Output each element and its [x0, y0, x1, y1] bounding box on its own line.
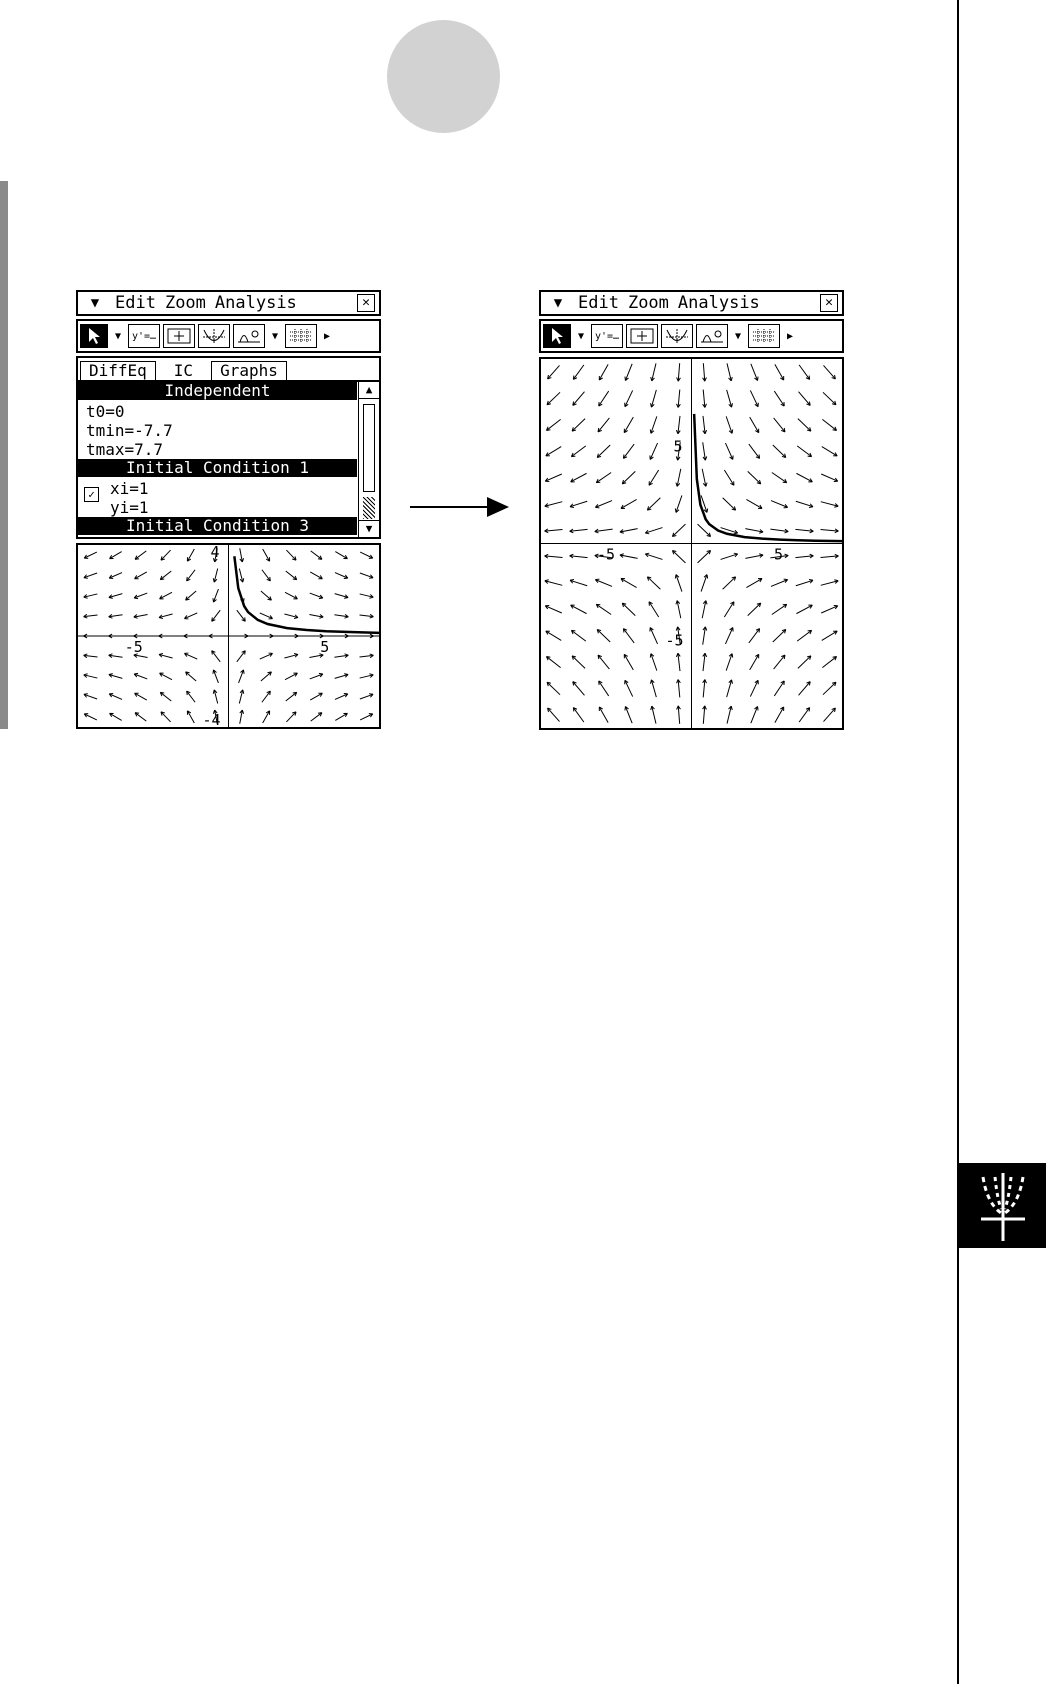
graph-canvas[interactable] — [541, 359, 842, 728]
slope-arrow — [723, 498, 736, 510]
slope-arrow — [572, 419, 585, 431]
yi-field[interactable] — [78, 498, 357, 517]
slope-arrow — [746, 579, 762, 588]
x-tick-pos: 5 — [320, 638, 330, 656]
tmin-field[interactable]: tmin=-7.7 — [86, 421, 173, 440]
slope-arrow — [573, 392, 585, 406]
slope-arrow — [647, 498, 660, 510]
slope-arrow — [546, 631, 561, 640]
slope-arrow — [799, 682, 811, 696]
x-tick-neg: -5 — [124, 638, 143, 656]
slope-arrow — [261, 672, 272, 681]
slope-arrow — [621, 579, 637, 588]
slope-arrow — [596, 604, 611, 614]
slope-arrow — [572, 656, 585, 668]
slope-arrow — [775, 364, 784, 380]
pointer-icon[interactable] — [543, 324, 571, 348]
xi-value[interactable]: xi=1 — [110, 479, 149, 498]
calculator-screen-left — [76, 290, 381, 729]
page-marker-circle — [387, 20, 500, 133]
slope-arrow — [625, 364, 632, 381]
chapter-tab — [959, 1163, 1046, 1248]
slope-arrow — [622, 471, 635, 483]
slope-arrow — [548, 708, 560, 721]
slope-arrow — [212, 610, 220, 621]
slope-arrow — [748, 471, 761, 483]
scroll-up-icon[interactable]: ▲ — [359, 382, 379, 399]
slope-arrow — [649, 602, 659, 617]
slope-arrow — [750, 680, 758, 696]
slope-arrow — [725, 443, 732, 459]
y-tick-pos: 4 — [210, 545, 220, 562]
yi-value[interactable]: yi=1 — [110, 498, 149, 517]
slope-arrow — [622, 603, 635, 615]
slope-arrow — [286, 692, 297, 701]
slope-arrow — [822, 657, 836, 668]
slope-arrow — [799, 392, 811, 406]
slope-arrow — [548, 365, 560, 378]
slope-arrow — [597, 630, 610, 642]
slope-arrow — [621, 499, 637, 508]
slope-arrow — [160, 571, 171, 580]
slope-arrow — [799, 708, 810, 723]
slope-arrow — [311, 713, 322, 721]
slope-arrow — [573, 708, 584, 723]
slope-arrow — [625, 390, 633, 406]
slope-arrow — [545, 474, 562, 481]
condition1-header: Initial Condition 1 — [78, 459, 357, 477]
menu-zoom[interactable]: Zoom — [164, 293, 206, 313]
slope-arrow — [186, 591, 197, 600]
slope-arrow — [598, 655, 609, 669]
grid-icon[interactable] — [748, 324, 780, 348]
slope-arrow — [749, 444, 760, 458]
slope-arrow — [775, 707, 784, 723]
slope-arrow — [823, 682, 836, 694]
scroll-thumb[interactable] — [363, 404, 375, 492]
slope-field-graph-left[interactable] — [76, 543, 381, 729]
menu-zoom[interactable]: Zoom — [627, 293, 669, 313]
slope-arrow — [625, 706, 632, 723]
slope-arrow — [799, 365, 810, 380]
transition-arrow — [410, 506, 488, 508]
menu-chevron-icon[interactable]: ▼ — [553, 295, 563, 311]
zoom-box-icon[interactable] — [163, 324, 195, 348]
slope-arrow — [187, 570, 195, 581]
graph-canvas[interactable] — [78, 545, 379, 727]
equation-editor-icon[interactable]: y'=… — [591, 324, 623, 348]
slope-arrow — [546, 419, 560, 430]
slope-arrow — [595, 501, 612, 508]
slope-arrow — [237, 651, 245, 662]
slope-field-graph-right[interactable] — [539, 357, 844, 730]
x-tick-neg: -5 — [596, 545, 616, 564]
y-tick-neg: -5 — [665, 631, 684, 650]
slope-arrow — [262, 691, 270, 702]
slope-arrow — [772, 473, 787, 483]
close-icon[interactable]: ✕ — [820, 294, 838, 312]
slope-arrow — [822, 447, 837, 456]
slope-arrow — [623, 629, 634, 643]
xi-field[interactable] — [78, 479, 357, 501]
graph-trace-icon[interactable] — [661, 324, 693, 348]
slope-arrow — [725, 628, 732, 644]
initial-condition-panel — [76, 380, 381, 539]
y-tick-pos: 5 — [673, 437, 683, 456]
tab-diffeq[interactable]: DiffEq — [80, 361, 156, 380]
slope-arrow — [796, 473, 812, 481]
slope-arrow — [647, 577, 660, 589]
slope-arrow — [771, 580, 788, 587]
slope-arrow — [771, 501, 788, 508]
slope-field-icon — [959, 1163, 1046, 1248]
slope-arrow — [750, 654, 759, 670]
slope-arrow — [187, 691, 195, 702]
slope-arrow — [599, 391, 609, 406]
slope-arrow — [824, 365, 836, 378]
margin-bar — [0, 181, 8, 729]
scroll-hatch — [363, 497, 375, 519]
calculator-screen-right — [539, 290, 844, 730]
slope-arrow — [286, 571, 297, 580]
slope-arrow — [672, 550, 685, 562]
slope-arrow — [595, 580, 612, 587]
solution-curve — [234, 556, 379, 633]
slope-arrow — [798, 656, 811, 668]
toolbar — [539, 319, 844, 353]
slope-arrow — [773, 630, 786, 642]
condition3-header: Initial Condition 3 — [78, 517, 357, 535]
slope-arrow — [212, 651, 220, 662]
dropdown-icon[interactable]: ▼ — [271, 330, 279, 342]
slope-arrow — [822, 419, 836, 430]
slope-arrow — [823, 392, 836, 404]
dropdown-icon[interactable]: ▼ — [734, 330, 742, 342]
x-tick-pos: 5 — [774, 545, 784, 564]
analysis-icon[interactable] — [696, 324, 728, 348]
slope-arrow — [748, 603, 761, 615]
analysis-icon[interactable] — [233, 324, 265, 348]
slope-arrow — [822, 631, 837, 640]
arrow-head — [487, 497, 509, 517]
slope-arrow — [573, 365, 584, 380]
slope-arrow — [135, 713, 146, 721]
slope-arrow — [135, 551, 146, 559]
menu-chevron-icon[interactable]: ▼ — [90, 295, 100, 311]
slope-arrow — [598, 418, 609, 432]
y-tick-neg: -4 — [202, 710, 221, 727]
slope-arrow — [262, 570, 270, 581]
tab-ic[interactable]: IC — [160, 362, 207, 380]
slope-arrow — [624, 417, 633, 433]
pointer-icon[interactable] — [80, 324, 108, 348]
grid-icon[interactable] — [285, 324, 317, 348]
scroll-right-icon[interactable]: ▶ — [786, 330, 794, 342]
slope-arrow — [625, 680, 633, 696]
scroll-down-icon[interactable]: ▼ — [359, 520, 379, 537]
slope-arrow — [599, 707, 608, 723]
slope-arrow — [286, 712, 296, 722]
slope-arrow — [237, 610, 245, 621]
slope-arrow — [773, 445, 786, 457]
slope-arrow — [821, 606, 838, 613]
slope-arrow — [774, 418, 785, 432]
slope-arrow — [821, 474, 838, 481]
slope-arrow — [698, 550, 711, 562]
dropdown-icon[interactable]: ▼ — [577, 330, 585, 342]
slope-arrow — [623, 444, 634, 458]
toolbar — [76, 319, 381, 353]
slope-arrow — [797, 446, 811, 457]
slope-arrow — [599, 364, 608, 380]
slope-arrow — [698, 524, 711, 536]
slope-arrow — [650, 628, 657, 644]
menu-bar — [539, 290, 844, 316]
independent-header: Independent — [78, 382, 357, 400]
slope-arrow — [774, 391, 784, 406]
dropdown-icon[interactable]: ▼ — [114, 330, 122, 342]
slope-arrow — [774, 655, 785, 669]
slope-arrow — [723, 577, 736, 589]
slope-arrow — [772, 604, 787, 614]
slope-arrow — [797, 630, 811, 641]
slope-arrow — [750, 390, 758, 406]
zoom-box-icon[interactable] — [626, 324, 658, 348]
slope-arrow — [599, 681, 609, 696]
slope-arrow — [597, 445, 610, 457]
slope-arrow — [796, 605, 812, 613]
slope-arrow — [749, 629, 760, 643]
slope-arrow — [545, 606, 562, 613]
menu-analysis[interactable]: Analysis — [214, 293, 297, 313]
slope-arrow — [546, 447, 561, 456]
tab-bar — [76, 356, 381, 380]
equation-editor-icon[interactable]: y'=… — [128, 324, 160, 348]
close-icon[interactable]: ✕ — [357, 294, 375, 312]
scrollbar[interactable] — [358, 382, 379, 537]
slope-arrow — [649, 470, 659, 485]
slope-arrow — [571, 630, 585, 641]
slope-arrow — [596, 473, 611, 483]
slope-arrow — [573, 682, 585, 696]
graph-trace-icon[interactable] — [198, 324, 230, 348]
slope-arrow — [724, 470, 734, 485]
tab-graphs[interactable]: Graphs — [211, 361, 287, 380]
slope-arrow — [161, 712, 171, 722]
slope-arrow — [798, 419, 811, 431]
slope-arrow — [160, 692, 171, 701]
slope-arrow — [751, 706, 758, 723]
tmax-field[interactable]: tmax=7.7 — [86, 440, 164, 459]
scroll-right-icon[interactable]: ▶ — [323, 330, 331, 342]
slope-arrow — [186, 672, 197, 681]
slope-arrow — [547, 682, 560, 694]
slope-arrow — [546, 657, 560, 668]
slope-arrow — [547, 392, 560, 404]
slope-arrow — [286, 550, 296, 560]
slope-arrow — [724, 602, 734, 617]
slope-arrow — [650, 443, 657, 459]
slope-arrow — [624, 654, 633, 670]
solution-curve — [694, 414, 842, 541]
page-rule — [957, 0, 959, 1684]
slope-arrow — [750, 417, 759, 433]
slope-arrow — [571, 605, 587, 613]
t0-field[interactable]: t0=0 — [86, 402, 125, 421]
menu-analysis[interactable]: Analysis — [677, 293, 760, 313]
menu-bar — [76, 290, 381, 316]
slope-arrow — [774, 681, 784, 696]
slope-arrow — [746, 499, 762, 508]
slope-arrow — [672, 524, 685, 536]
checkbox-icon[interactable]: ✓ — [84, 487, 99, 502]
slope-arrow — [261, 591, 272, 600]
slope-arrow — [571, 446, 585, 457]
slope-arrow — [161, 550, 171, 560]
slope-arrow — [311, 551, 322, 559]
menu-edit[interactable]: Edit — [115, 293, 156, 313]
slope-arrow — [751, 364, 758, 381]
menu-edit[interactable]: Edit — [578, 293, 619, 313]
slope-arrow — [824, 708, 836, 721]
slope-arrow — [571, 473, 587, 481]
